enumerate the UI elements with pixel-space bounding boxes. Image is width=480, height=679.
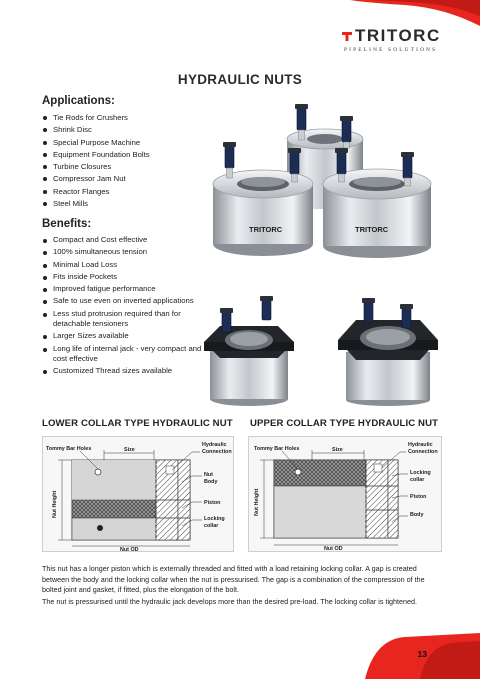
label-nut-height: Nut Height (254, 488, 260, 516)
label-nut-od: Nut OD (120, 547, 139, 552)
label-connection: Connection (408, 449, 438, 455)
applications-list (42, 112, 150, 210)
list-item: Minimal Load Loss (42, 260, 202, 270)
header-swoosh (350, 0, 480, 26)
label-nut: Nut (204, 472, 213, 478)
label-hydraulic: Hydraulic (408, 442, 433, 448)
page-number: 13 (417, 649, 427, 659)
lower-collar-diagram (42, 436, 234, 552)
benefits-heading: Benefits: (42, 218, 92, 230)
logo-mark-icon (341, 30, 353, 42)
photo-label-left: TRITORC (249, 225, 283, 234)
list-item: Larger Sizes available (42, 331, 202, 341)
description (42, 564, 442, 608)
list-item: Long life of internal jack - very compact and cost effective (42, 344, 202, 364)
list-item: Compact and Cost effective (42, 235, 202, 245)
brand-name: TRITORC (355, 26, 441, 45)
label-nut-body: Body (204, 479, 218, 485)
label-nut-od: Nut OD (324, 546, 343, 552)
list-item: Fits inside Pockets (42, 272, 202, 282)
collar-nuts-photo (200, 294, 450, 406)
description-paragraph: The nut is pressurised until the hydraulic jack develops more than the desired pre-load. The locking collar is tightened. (42, 596, 418, 606)
applications-heading: Applications: (42, 95, 115, 107)
list-item: Safe to use even on inverted applications (42, 296, 202, 306)
list-item: Improved fatigue performance (42, 284, 202, 294)
list-item: Equipment Foundation Bolts (42, 149, 150, 161)
label-locking: Locking (204, 516, 225, 522)
list-item: Shrink Disc (42, 124, 150, 136)
label-collar: collar (410, 477, 425, 483)
list-item: Customized Thread sizes available (42, 366, 202, 376)
upper-collar-title: UPPER COLLAR TYPE HYDRAULIC NUT (250, 418, 439, 429)
label-size: Size (124, 447, 135, 453)
list-item: Turbine Closures (42, 161, 150, 173)
label-size: Size (332, 447, 343, 453)
label-collar: collar (204, 523, 219, 529)
upper-collar-diagram (248, 436, 442, 552)
label-piston: Piston (410, 494, 427, 500)
lower-collar-title: LOWER COLLAR TYPE HYDRAULIC NUT (42, 418, 233, 429)
label-tommy-bar-holes: Tommy Bar Holes (254, 446, 300, 452)
label-body: Body (410, 512, 424, 518)
label-piston: Piston (204, 500, 221, 506)
label-hydraulic: Hydraulic (202, 442, 227, 448)
list-item: Less stud protrusion required than for detachable tensioners (42, 309, 202, 329)
photo-label-right: TRITORC (355, 225, 389, 234)
label-tommy-bar-holes: Tommy Bar Holes (46, 446, 92, 452)
label-nut-height: Nut Height (52, 490, 58, 518)
label-connection: Connection (202, 449, 232, 455)
brand-logo (341, 26, 446, 53)
description-paragraph: This nut has a longer piston which is externally threaded and fitted with a load retaining locking collar. A gap is created between the body and the locking collar when the nut is pressurised. The gap is a combination of the compression of the bolted joint and gasket, if fitted, plus the elongation of the bolt. (42, 564, 425, 595)
list-item: Special Purpose Machine (42, 137, 150, 149)
list-item: Tie Rods for Crushers (42, 112, 150, 124)
list-item: Reactor Flanges (42, 186, 150, 198)
page-title: HYDRAULIC NUTS (177, 72, 303, 87)
benefits-list (42, 235, 202, 378)
list-item: Steel Mills (42, 198, 150, 210)
brand-tagline: PIPELINE SOLUTIONS (344, 47, 438, 53)
hydraulic-nuts-photo (205, 104, 445, 274)
label-locking: Locking (410, 470, 431, 476)
list-item: 100% simultaneous tension (42, 247, 202, 257)
list-item: Compressor Jam Nut (42, 173, 150, 185)
